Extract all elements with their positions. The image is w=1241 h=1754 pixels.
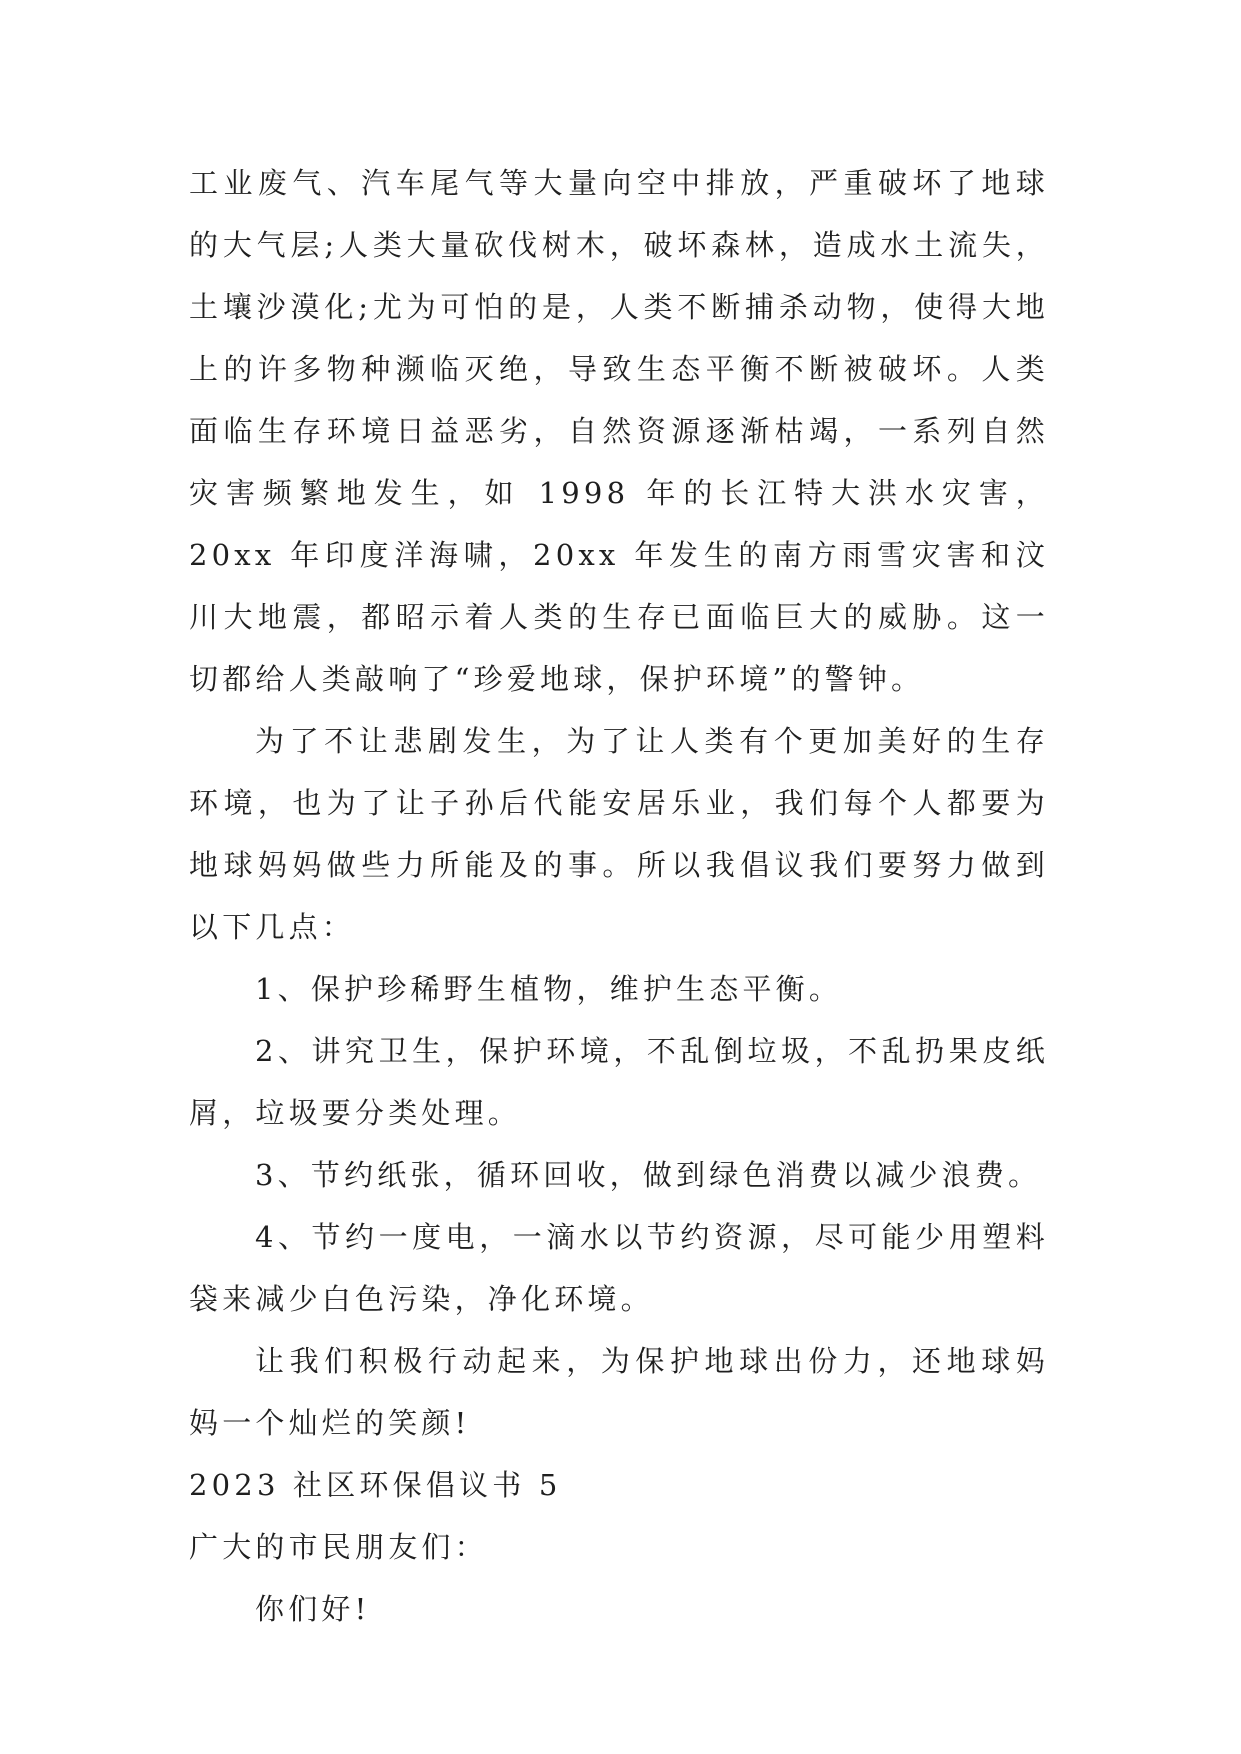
document-body: [189, 152, 1049, 1640]
proposal-item-4: 4、节约一度电，一滴水以节约资源，尽可能少用塑料袋来减少白色污染，净化环境。: [189, 1220, 1049, 1316]
paragraph-closing: 让我们积极行动起来，为保护地球出份力，还地球妈妈一个灿烂的笑颜!: [189, 1344, 1049, 1440]
salutation: 广大的市民朋友们：: [189, 1530, 488, 1564]
proposal-item-2: 2、讲究卫生，保护环境，不乱倒垃圾，不乱扔果皮纸屑，垃圾要分类处理。: [189, 1034, 1049, 1130]
greeting: 你们好!: [255, 1592, 371, 1626]
proposal-item-3: 3、节约纸张，循环回收，做到绿色消费以减少浪费。: [255, 1158, 1042, 1192]
proposal-item-1: 1、保护珍稀野生植物，维护生态平衡。: [255, 972, 843, 1006]
paragraph-pollution: 工业废气、汽车尾气等大量向空中排放，严重破坏了地球的大气层;人类大量砍伐树木，破坏森林，造成水土流失，土壤沙漠化;尤为可怕的是，人类不断捕杀动物，使得大地上的许多物种濒临灭绝，导致生态平衡不断被破坏。人类面临生存环境日益恶劣，自然资源逐渐枯竭，一系列自然灾害频繁地发生，如 1998 年的长江特大洪水灾害，20xx 年印度洋海啸，20xx 年发生的南方雨雪灾害和汶川大地震，都昭示着人类的生存已面临巨大的威胁。这一切都给人类敲响了“珍爱地球，保护环境”的警钟。: [189, 166, 1049, 696]
paragraph-proposal-intro: 为了不让悲剧发生，为了让人类有个更加美好的生存环境，也为了让子孙后代能安居乐业，我们每个人都要为地球妈妈做些力所能及的事。所以我倡议我们要努力做到以下几点：: [189, 724, 1049, 944]
section-title: 2023 社区环保倡议书 5: [189, 1468, 562, 1502]
